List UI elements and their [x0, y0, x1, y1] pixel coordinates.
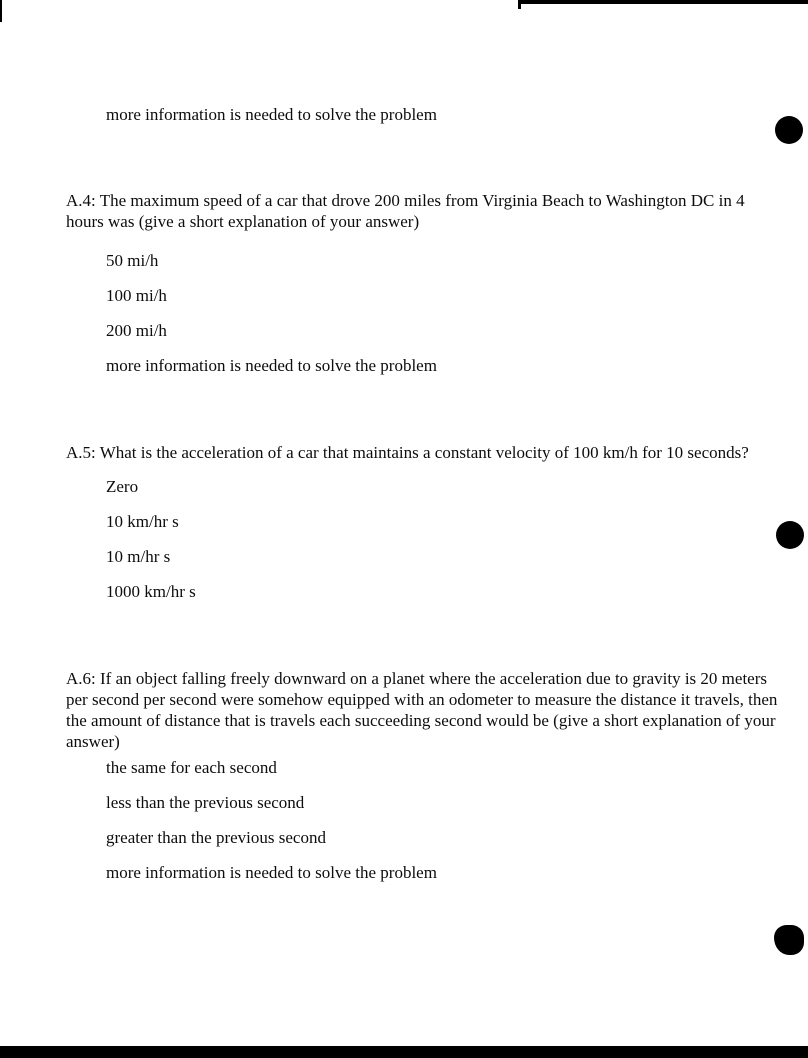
- answer-option-a5-3: 10 m/hr s: [106, 547, 171, 566]
- hole-punch-dot-middle: [776, 521, 804, 549]
- question-a6-line-3: the amount of distance that is travels each succeeding second would be (give a short explanation of your: [66, 711, 776, 730]
- question-a5: [66, 442, 749, 463]
- scan-corner-tick-top-left: [0, 0, 2, 22]
- hole-punch-dot-bottom: [774, 925, 804, 955]
- scan-edge-line-tick: [518, 0, 521, 9]
- question-a4: [66, 190, 745, 232]
- answer-option-leading: more information is needed to solve the problem: [106, 105, 437, 124]
- answer-option-a4-2: 100 mi/h: [106, 286, 167, 305]
- question-a6-line-4: answer): [66, 732, 120, 751]
- answer-option-a4-3: 200 mi/h: [106, 321, 167, 340]
- answer-option-a6-4: more information is needed to solve the problem: [106, 863, 437, 882]
- question-a5-line-1: A.5: What is the acceleration of a car that maintains a constant velocity of 100 km/h for 10 seconds?: [66, 443, 749, 462]
- question-a4-line-1: A.4: The maximum speed of a car that drove 200 miles from Virginia Beach to Washington DC in 4: [66, 191, 745, 210]
- hole-punch-dot-top: [775, 116, 803, 144]
- answer-option-a5-1: Zero: [106, 477, 139, 496]
- answer-option-a5-4: 1000 km/hr s: [106, 582, 196, 601]
- answer-option-a4-4: more information is needed to solve the problem: [106, 356, 437, 375]
- question-a6-line-2: per second per second were somehow equipped with an odometer to measure the distance it travels, then: [66, 690, 778, 709]
- answer-option-a5-2: 10 km/hr s: [106, 512, 179, 531]
- answer-option-a6-2: less than the previous second: [106, 793, 305, 812]
- question-a4-line-2: hours was (give a short explanation of your answer): [66, 212, 420, 231]
- question-a6: [66, 668, 777, 752]
- answer-option-a6-3: greater than the previous second: [106, 828, 326, 847]
- scan-edge-line-top: [518, 0, 808, 4]
- question-a6-line-1: A.6: If an object falling freely downward on a planet where the acceleration due to gravity is 20 meters: [66, 669, 767, 688]
- answer-option-a6-1: the same for each second: [106, 758, 277, 777]
- scan-edge-line-bottom: [0, 1046, 808, 1058]
- answer-option-a4-1: 50 mi/h: [106, 251, 159, 270]
